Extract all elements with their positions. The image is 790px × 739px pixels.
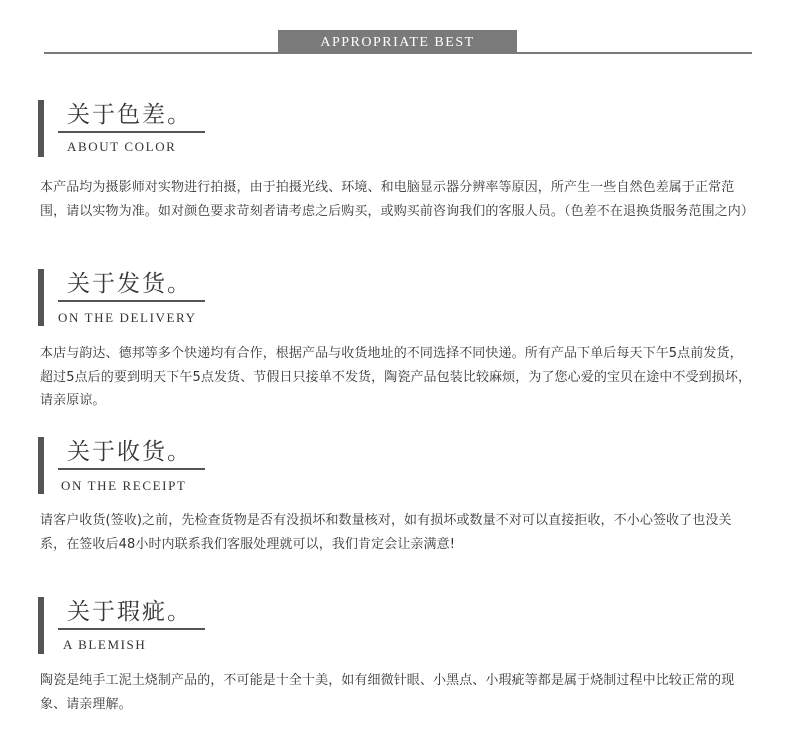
section-title-underline (58, 131, 205, 133)
section-title: 关于收货。 (67, 439, 192, 465)
section-title-underline (58, 628, 205, 630)
section-title: 关于色差。 (67, 102, 192, 128)
section-subtitle: ON THE DELIVERY (58, 310, 197, 325)
section-accent-bar (38, 597, 44, 654)
section-receipt-text: 请客户收货(签收)之前，先检查货物是否有没损坏和数量核对，如有损坏或数量不对可以直接拒收，不小心签收了也没关系，在签收后48小时内联系我们客服处理就可以，我们肯定会让亲满意! (40, 513, 732, 552)
section-title: 关于发货。 (67, 271, 192, 297)
section-color-text: 本产品均为摄影师对实物进行拍摄，由于拍摄光线、环境、和电脑显示器分辨率等原因，所产生一些自然色差属于正常范围，请以实物为准。如对颜色要求苛刻者请考虑之后购买，或购买前咨询我们的客服人员。（色差不在退换货服务范围之内） (40, 180, 755, 219)
section-accent-bar (38, 437, 44, 494)
banner-label: APPROPRIATE BEST (278, 30, 517, 54)
section-blemish-text: 陶瓷是纯手工泥土烧制产品的，不可能是十全十美，如有细微针眼、小黑点、小瑕疵等都是属于烧制过程中比较正常的现象、请亲理解。 (40, 673, 735, 712)
section-title-underline (58, 300, 205, 302)
section-title-underline (58, 468, 205, 470)
section-subtitle: ABOUT COLOR (67, 139, 177, 154)
section-delivery-text: 本店与韵达、德邦等多个快递均有合作，根据产品与收货地址的不同选择不同快递。所有产品下单后每天下午5点前发货，超过5点后的要到明天下午5点发货、节假日只接单不发货，陶瓷产品包装比较麻烦，为了您心爱的宝贝在途中不受到损坏，请亲原谅。 (40, 346, 752, 408)
section-subtitle: ON THE RECEIPT (61, 478, 187, 493)
section-title: 关于瑕疵。 (67, 599, 192, 625)
section-subtitle: A BLEMISH (63, 637, 147, 652)
section-accent-bar (38, 269, 44, 326)
section-accent-bar (38, 100, 44, 157)
